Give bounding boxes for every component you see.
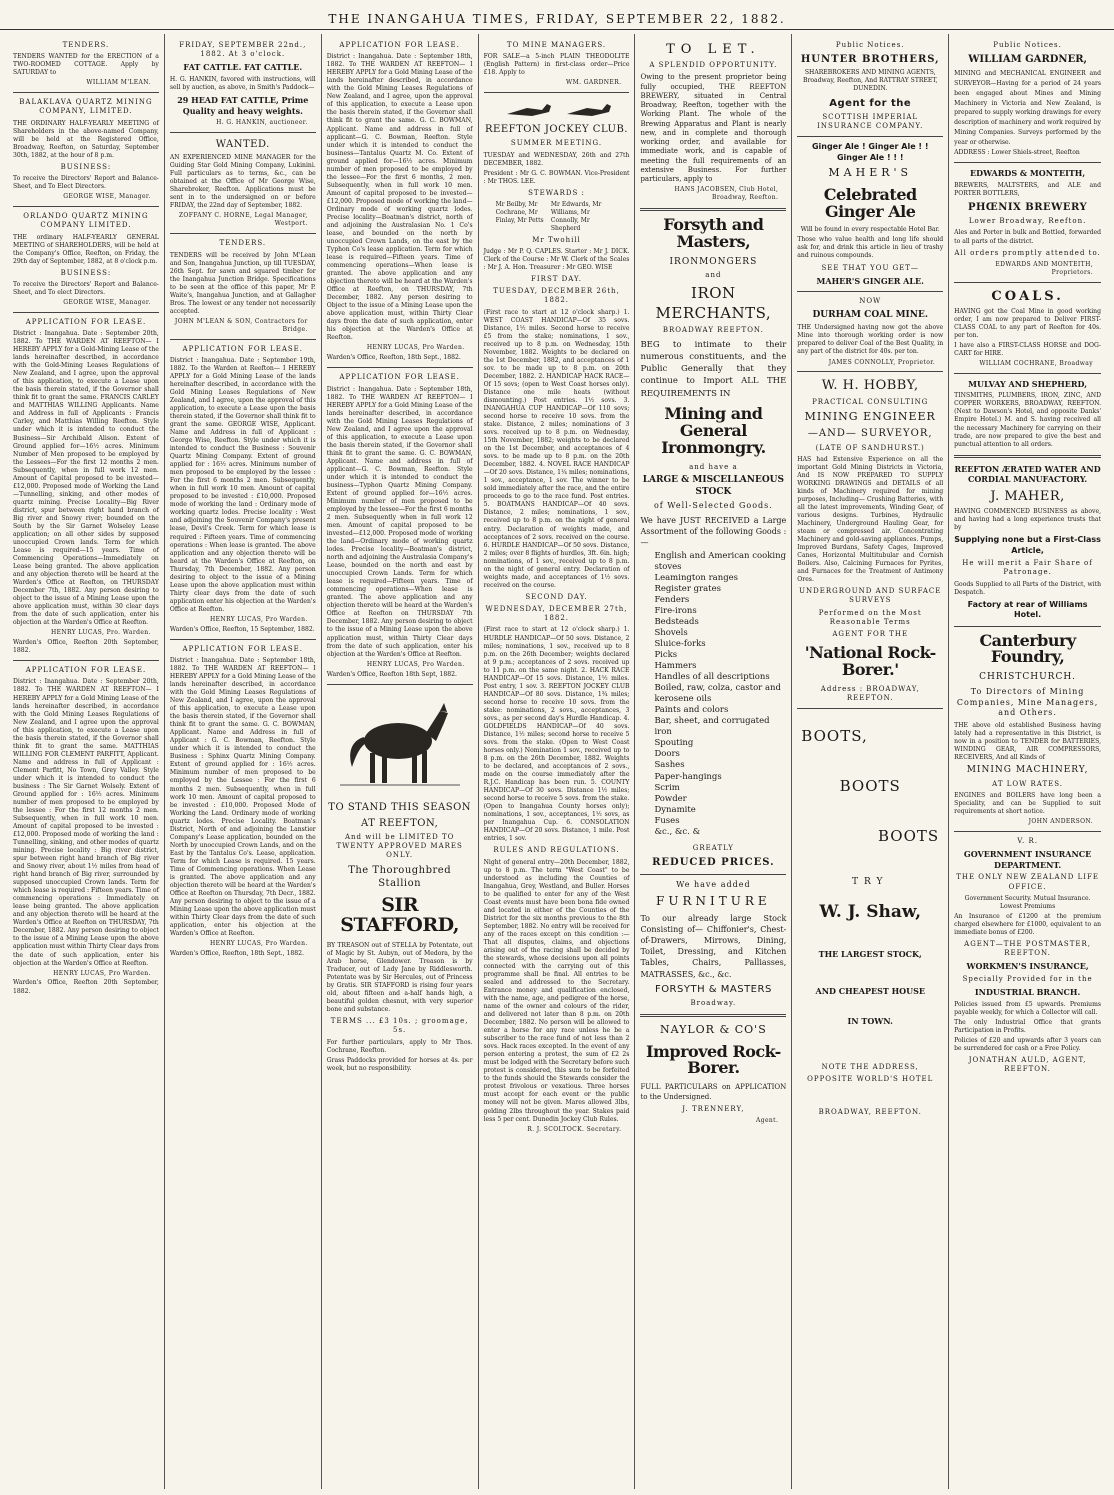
largest-stock: THE LARGEST STOCK, — [818, 949, 922, 960]
iron-merchants: IRON MERCHANTS, — [655, 283, 772, 322]
divider — [640, 208, 786, 211]
divider — [797, 291, 943, 292]
national-rock-borer: 'National Rock-Borer.' — [804, 643, 936, 680]
supplying: Supplying none but a First-Class Article, — [954, 534, 1101, 555]
tenders-signature: WILLIAM M'LEAN. — [86, 79, 151, 87]
tenders-heading: TENDERS. — [219, 239, 267, 248]
public-notices-label: Public Notices. — [835, 41, 905, 49]
application-footer: Warden's Office, Reefton, 18th Sept., 1882. — [326, 354, 461, 362]
horse-illustration — [340, 693, 460, 793]
now-label: NOW — [859, 297, 882, 306]
furniture-heading: FURNITURE — [656, 893, 771, 908]
jockey-club-meeting: SUMMER MEETING. — [510, 139, 603, 148]
signature: HANS JACOBSEN, Club Hotel, Broadway, Reefton. — [674, 186, 779, 202]
rock-borer-title: Improved Rock-Borer. — [646, 1041, 781, 1078]
second-day-races: (First race to start at 12 o'clock sharp.) 1. HURDLE HANDICAP—Of 50 sovs. Distance, 2 miles; nominations, 1 sov., received up to 8 p.m. on the 26th December; weights declared at 9 p.m.; acceptances of 2 sovs. received up to 11 p.m. on the same night. 2. HACK RACE HANDICAP—Of 15 sovs. Distance, 1½ miles. Post entry, 1 sov. 3. REEFTON JOCKEY CLUB HANDICAP—Of 80 sovs. Distance, 1¾ miles; second horse to receive 10 sovs. from the stake: nominations, 2 sovs., acceptances, 3 sovs., as per second day's Hurdle Handicap. 4. GOLDFIELDS HANDICAP—Of 40 sovs. Distance, 1½ miles; second horse to receive 5 sovs. from the stake. (Open to West Coast horses only.) Nomination 1 sov., received up to 8 p.m. on the 26th December, 1882. Weights to be declared, and acceptances of 2 sovs., made on the course immediately after the R.J.C. Handicap has been run. 5. COUNTY HANDICAP—Of 30 sovs. Distance 1½ miles; second horse to receive 5 sovs. from the stake. (Open to Inangahua County horses only); nominations, 1 sov., acceptances, 1½ sovs, as per Inangahua Cup. 6. CONSOLATION HANDICAP—Of 20 sovs. Distance, 1 mile. Post entries, 1 sov. — [483, 626, 630, 843]
list-item: Doors — [654, 749, 680, 760]
naylor-heading: NAYLOR & CO'S — [659, 1023, 767, 1037]
agent-for: Agent for the — [829, 97, 912, 109]
balaklava-heading: BALAKLAVA QUARTZ MINING COMPANY, LIMITED. — [19, 98, 153, 116]
business-heading: BUSINESS: — [60, 268, 112, 277]
divider — [13, 92, 159, 93]
auld-agent: JONATHAN AULD, AGENT, REEFTON. — [968, 1055, 1087, 1074]
forsyth-masters-signature: FORSYTH & MASTERS — [654, 983, 772, 995]
stewards-right: Mr Edwards, Mr Williams, Mr Connolly, Mr Shepherd — [550, 201, 602, 232]
list-item: Leamington ranges — [654, 572, 739, 583]
divider — [170, 639, 316, 640]
column-7 — [949, 34, 1106, 1489]
see-that: SEE THAT YOU GET— — [821, 263, 919, 272]
first-day-date: TUESDAY, DECEMBER 26th, 1882. — [493, 287, 620, 305]
stewards-left: Mr Beilby, Mr Cochrane, Mr Finlay, Mr Petts — [495, 201, 544, 224]
application-body: District : Inangahua. Date : September 18th, 1882. To THE WARDEN AT REEFTON— I HEREBY APPLY for a Gold Mining Lease of the lands hereinafter described, in accordance with the Gold Mining Leases Regulations of New Zealand, and I agree, upon the approval of this application, to execute a Lease upon the basis therein stated, if the Governor shall think fit to grant the same. G. C. BOWMAN, Applicant. Name and address in full of applicant—G. C. Bowman, Reefton. Style under which it is intended to conduct the business—Tantalus Quartz M. Co. Extent of ground applied for—16½ acres. Minimum number of men proposed to be employed by the lessee—For the first 6 months, 2 men. Subsequently, when in full work 10 men. Amount of capital proposed to be invested—£12,000. Proposed mode of working the land—Ordinary mode of working quartz lodes. Precise locality—Boatman's district, north of and adjoining the Australasian No. 1 Co's lease, and bounded on the north by unoccupied Crown Lands, on the east by the Typhon Co's lease application. Term for which lease is required—Fifteen years. Time of commencing operations—When lease is granted. The above application and any objection thereto will be heard at the Warden's Office at Reefton, on THURSDAY, 7th December, 1882. Any person desiring to Object to the issue of a Mining Lease upon the above application must, within Thirty Clear days from the date of such application, enter his objection at the Warden's Office at Reefton. — [326, 53, 473, 342]
edwards-body: BREWERS, MALTSTERS, and ALE and PORTER BOTTLERS, — [954, 182, 1102, 198]
list-item: Paints and colors — [654, 705, 729, 716]
divider — [13, 206, 159, 207]
list-item: Powder — [654, 793, 687, 804]
tenders-heading: TENDERS. — [62, 41, 110, 49]
policies: Policies issued from £5 upwards. Premiums payable weekly, for which a Collector will call. — [954, 1000, 1102, 1016]
stallion-pedigree: BY TREASON out of STELLA by Potentate, out of Magic by St. Aubyn, out of Medora, by the Arab horse, Glendower. Treason is by Traducer, out of Lady Jane by Riddlesworth. Potentate was by Sir Hercules, out of Princess by Gratis. SIR STAFFORD is rising four years old, about fifteen and a-half hands high, a beautiful golden chesnut, with very superior bone and substance. — [326, 941, 473, 1014]
divider — [170, 132, 316, 133]
security: Government Security. Mutual Insurance. Lowest Premiums — [964, 894, 1091, 910]
mulvay-title: MULVAY AND SHEPHERD, — [968, 378, 1087, 389]
tenders-body: TENDERS will be received by John M'Lean and Son, Inangahua Junction, up till TUESDAY, 26th Sept. for sawn and squared timber for the Inangahua Junction Bridge. Specifications to be seen at the office of this paper, Mr P. Waite's, Inangahua Junction, and at Gallagher Bros. The lowest or any tender not necessarily accepted. — [169, 251, 316, 315]
stewards-list — [484, 201, 630, 233]
application-heading: APPLICATION FOR LEASE. — [182, 644, 304, 653]
hunter-brothers-title: HUNTER BROTHERS, — [800, 54, 940, 66]
surveys-heading: UNDERGROUND AND SURFACE SURVEYS — [799, 587, 942, 605]
stallion-heading: The Thoroughbred Stallion — [348, 864, 452, 889]
first-day-heading: FIRST DAY. — [531, 274, 582, 283]
application-body: District : Inangahua. Date : September 20th, 1882. To THE WARDEN AT REEFTON— I HEREBY APPLY for a Gold Mining Lease of the lands hereinafter described, in accordance with the Gold Mining Leases Regulations of New Zealand, and I agree upon the approval of this application, to execute a Lease upon the basis therein stated, if the Governor shall think fit to grant the same. MATTHIAS WILLING FOR CLEMENT PARFITT, Applicant. Name and address in full of Applicant : Clement Parfitt, No Town, Grey Valley. Style under which it is intended to conduct the business : The Sir Garnet Wolsely. Extent of Ground applied for : 16½ acres. Minimum number of men proposed to be employed by the lessee : For the first 12 months 2 men. Subsequently, when in full work 10 men. Amount of capital proposed to be invested : £12,000. Proposed mode of working the land : Tunnelling, sinking, and other modes of quartz mining. Precise locality : Big river district, spur between right hand branch of Big river and Snowy river, about 1½ miles from head of right hand branch of Big river, surrounded by supposed unoccupied Crown lands. Term for which lease is required : Fifteen years. Time of commencing operations : Immediately on lease being granted. The above application and any objection thereto will be heard at the Warden's Office at Reefton on THURSDAY, 7th December, 1882. Any person desiring to object to the issue of a Mining Lease upon the above application must within Thirty Clear days from the date of such application, enter his objection at the Warden's Office at Reefton. — [13, 678, 159, 967]
stallion-terms: TERMS ... £3 10s. ; groomage, 5s. — [330, 1017, 469, 1035]
tenders-body: TENDERS WANTED for the ERECTION of a TWO-ROOMED COTTAGE. Apply by SATURDAY to — [13, 53, 159, 77]
trennery: J. TRENNERY, — [682, 1104, 745, 1113]
application-body: District : Inangahua. Date : September 18th, 1882. To THE WARDEN AT REEFTON— I HEREBY APPLY for a Gold Mining Lease of the lands hereinafter described, in accordance with the Gold Mining Leases Regulations of New Zealand, and I agree upon the approval of this application, to execute a Lease upon the basis therein stated, if the Governor shall think fit to grant the same. G. C. BOWMAN, Applicant. Name and address in full of applicant—G. C. Bowman, Reefton. Style under which it is intended to conduct the business—Typhon Quartz Mining Company. Extent of ground applied for—16½ acres. Minimum number of men proposed to be employed by the lessee—For the first 6 months 2 men. Subsequently when in full work 12 men. Amount of capital proposed to be invested—£12,000. Proposed mode of working the land—Ordinary mode of working quartz lodes. Precise locality—Boatman's district, north and adjoining the Australasia Company's Lease, bounded on the north and east by unoccupied Crown Lands. Term for which lease is required—Fifteen years. Time of commencing operations—When lease is granted. The above application and any objection thereto will be heard at the Warden's Office at Reefton on THURSDAY 7th December, 1882. Any person desiring to object to the issue of a Mining Lease upon the above application must, within Thirty Clear days from the date of such application, enter his objection at the Warden's Office at Reefton. — [326, 385, 473, 658]
mining-ironmongery: Mining and General Ironmongry. — [661, 404, 766, 457]
insurance-body: An Insurance of £1200 at the premium charged elsewhere for £1000, equivalent to an immediate bonus of £200. — [954, 912, 1102, 936]
christchurch: CHRISTCHURCH. — [979, 672, 1077, 683]
received-body: We have JUST RECEIVED a Large Assortment of the following Goods :— — [640, 516, 787, 548]
furniture-body: To our already large Stock Consisting of— Chiffonier's, Chest-of-Drawers, Mirrows, Dining, Toilet, Dressing, and Kitchen Tables, Chairs, Palliasses, MATRASSES, &c., &c. — [640, 913, 787, 979]
list-item: Boiled, raw, colza, castor and kerosene oils — [654, 683, 781, 705]
divider — [954, 282, 1101, 283]
agent-for: AGENT FOR THE — [832, 630, 909, 639]
ales-text: Ales and Porter in bulk and Bottled, forwarded to all parts of the district. — [954, 229, 1102, 245]
divider — [954, 626, 1101, 627]
signature: HENRY LUCAS, Pro Warden. — [53, 969, 151, 977]
column-1 — [8, 34, 165, 1489]
cheapest-house: AND CHEAPEST HOUSE — [815, 985, 925, 996]
application-footer: Warden's Office, Reefton 18th Sept, 1882. — [326, 670, 457, 678]
list-item: Shovels — [654, 627, 688, 638]
stallion-name: SIR STAFFORD, — [340, 893, 460, 936]
signature: JOHN ANDERSON. — [1028, 818, 1094, 826]
boots-2: BOOTS — [839, 777, 901, 796]
celebrated-ginger-ale: Celebrated Ginger Ale — [823, 184, 917, 221]
phoenix-brewery: PHŒNIX BREWERY — [967, 202, 1088, 214]
opposite: OPPOSITE WORLD'S HOTEL — [807, 1075, 934, 1084]
rules-body: Night of general entry—20th December, 1882, up to 8 p.m. The term "West Coast" to be understood as including the Counties of Inangahua, Grey, Westland, and Buller. Horses to be qualified to enter for any of the West Coast events must have been bona fide owned and located in either of the Counties of the District for the six months previous to the 8th September, 1882. No entry will be received for any of the races except on this condition :—That all disputes, claims, and objections arising out of the racing shall be decided by the stewards, whose decisions upon all points connected with the carrying out of this programme shall be final. All entries to be sealed and addressed to the Secretary. Entrance money and qualification enclosed, with the name, age, and pedigree of the horse, name of the owner and colours of the rider, and delivered not later than 8 p.m. on 20th December, 1882. No person will be allowed to enter a horse for any race unless he be a subscriber to the race fund of not less than 2 sovs. Hack races excepted. In the event of any person entering a protest, the sum of £2 2s must be lodged with the Secretary before such protest is considered, this sum to be forfeited to the funds should the Stewards consider the protest frivolous or vexatious. Three horses must accept for each event or the public money will not be given. Mares allowed 3lbs, gelding 2lbs throughout the year. Stakes paid less 5 per cent. Dunedin Jockey Club Rules. — [483, 858, 630, 1123]
public-notices-label: Public Notices. — [993, 41, 1062, 49]
list-item: English and American cooking stoves — [654, 550, 787, 572]
to-let-heading: TO LET. — [666, 42, 761, 57]
vr-mark: V. R. — [1017, 837, 1038, 846]
divider — [484, 92, 630, 93]
stand-line: TO STAND THIS SEASON — [328, 801, 472, 813]
signature: GEORGE WISE, Manager. — [63, 298, 151, 306]
hobby-body: HAS had Extensive Experience on all the important Gold Mining Districts in Victoria, And IS NOW PREPARED TO SUPPLY WORKING DRAWINGS and DETAILS of all kinds of Machinery required for mining purposes, Including— Crushing Batteries, with all the latest improvements, Winding Gear, of various designs. Turbines, Hydraulic Machinery, Underground Hauling Gear, for steam or compressed air. Concentrating Machinery and gold-saving appliances. Pumps, Improved Burdans, Safety Cages, Improved Canes, Horizontal Multitubular and Cornish Boilers. Also, Calcining Furnaces for Pyrites, and Furnaces for the Treatment of Antimony Ores. — [797, 455, 944, 584]
gardner-body: MINING and MECHANICAL ENGINEER and SURVEYOR—Having for a period of 24 years been engaged about Mines and Mining Machinery in Victoria and New Zealand, is prepared to supply working drawings for every description of machinery and work required by Mining Companies. Surveys performed by the year or otherwise. — [954, 70, 1102, 146]
rules-heading: RULES AND REGULATIONS. — [493, 846, 620, 855]
address: Address : BROADWAY, REEFTON. — [820, 685, 920, 703]
first-day-races: (First race to start at 12 o'clock sharp.) 1. WEST COAST HANDICAP—Of 35 sovs. Distance, 1½ miles. Second horse to receive £5 from the stake; nominations, 1 sov., received up to 8 p.m. on Wednesday, 15th November, 1882. Weights to be declared on the 1st December, 1882, and acceptances of 1 sov. to be made up to 8 p.m. on 20th December, 1882. 2. HANDICAP HACK RACE—Of 15 sovs; (open to West Coast horses only). Distance one mile heats (without dismounting.) Post entries. 1½ sovs. 3. INANGAHUA CUP HANDICAP—Of 110 sovs; second horse to receive 10 sovs. from the stake. Distance, 2 miles; nominations of 3 sovs. received up to 8 p.m. on Wednesday, 15th November, 1882; weights to be declared on the 1st December, and acceptances of 4 sovs. to be made up to 8 p.m. on the 20th December, 1882. 4. NOVEL RACE HANDICAP—Of 20 sovs. Distance, 1¼ miles; nominations, 1 sov., acceptance, 1 sov. The winner to be sold immediately after the race, and the entire proceeds to go to the race fund. Post entries. 5. BOATMANS HANDICAP—Of 40 sovs. Distance, 2 miles; nominations, 1 sov., received up to 8 p.m. on the night of general entry. Declaration of weights made, and acceptances of 2 sovs. received on the course. 6. HURDLE HANDICAP—Of 50 sovs. Distance, 2 miles; over 8 flights of hurdles, 3ft. 6in. high; nominations, of 1 sov., received up to 8 p.m. on the night of general entry. Declaration of weights made, and acceptances of 1½ sovs. received on the course. — [483, 308, 630, 589]
mahers-ginger-ale: MAHER'S GINGER ALE. — [816, 275, 924, 286]
application-body: District : Inangahua. Date : September 19th, 1882. To the Warden at Reefton— I HEREBY APPLY for a Gold Mining Lease of the lands hereinafter described, in accordance with the Gold Mining Leases Regulations of New Zealand, and I agree, upon the approval of this application, to execute a Lease upon the basis therein stated, if the Governor shall think fit to grant the same. GEORGE WISE, Applicant. Name and Address in full of Applicant : George Wise, Reefton. Style under which it is intended to conduct the Business : Souvenir Quartz Mining Company. Extent of ground applied for : 16½ acres. Minimum number of men proposed to be employed by the lessee : For the first 6 months 2 men. Subsequently, when in full work 10 men. Amount of capital proposed to be invested : £10,000. Proposed mode of working the land : Ordinary mode of working quartz lodes. Precise locality : West and adjoining the Souvenir Company's present lease, Devil's Creek. Term for which lease is required : Fifteen years. Time of commencing operations : When lease is granted. The above application and any objection thereto will be heard at the Warden's Office at Reefton, on Thursday, 7th December, 1882. Any person desiring to object to the issue of a Mining Lease upon the above application must within Thirty clear days from the date of such application enter his objection at the Warden's Office at Reefton. — [169, 356, 316, 613]
canterbury-foundry: Canterbury Foundry, — [979, 630, 1076, 667]
cattle-lot: 29 HEAD FAT CATTLE, Prime Quality and heavy weights. — [177, 95, 309, 116]
in-town: IN TOWN. — [847, 1016, 893, 1027]
divider — [13, 660, 159, 661]
divider — [640, 1014, 786, 1017]
signature: HENRY LUCAS, Pro Warden. — [366, 344, 465, 352]
list-item: Spouting — [654, 738, 694, 749]
jockey-club-president: President : Mr G. C. BOWMAN. Vice-President : Mr THOS. LEE. — [483, 169, 630, 185]
business-heading: BUSINESS: — [60, 162, 112, 171]
application-heading: APPLICATION FOR LEASE. — [339, 373, 460, 382]
list-item: Handles of all descriptions — [654, 672, 770, 683]
orlando-heading: ORLANDO QUARTZ MINING COMPANY LIMITED. — [23, 212, 149, 230]
list-item: Hammers — [654, 661, 697, 672]
wanted-heading: WANTED. — [215, 139, 270, 151]
application-heading: APPLICATION FOR LEASE. — [182, 344, 304, 353]
divider — [170, 339, 316, 340]
low-rates: AT LOW RATES. — [992, 779, 1064, 788]
agent: Agent. — [755, 1116, 779, 1124]
stallion-grass: Grass Paddocks provided for horses at 4s. per week, but no responsibility. — [326, 1056, 473, 1072]
goods-supplied: Goods Supplied to all Parts of the District, with Despatch. — [954, 580, 1102, 596]
forsyth-masters-title: Forsyth and Masters, — [663, 215, 764, 251]
signature: HENRY LUCAS, Pro Warden. — [210, 940, 308, 948]
signature: GEORGE WISE, Manager. — [63, 193, 151, 201]
to-let-body: Owing to the present proprietor being fully occupied, THE REEFTON BREWERY, situated in Central Broadway, Reefton, together with the Working Plant. The whole of the Brewing Apparatus and Plant is nearly new, and in complete and thorough working order, and available for immediate work, and is capable of meeting the full requirements of an extensive Business. For further particulars, apply to — [640, 73, 787, 183]
gardner-title: WILLIAM GARDNER, — [968, 54, 1087, 66]
orders-text: All orders promptly attended to. — [954, 248, 1101, 257]
signature: HENRY LUCAS, Pro. Warden. — [50, 629, 151, 637]
lower-broadway: Lower Broadway, Reefton. — [968, 217, 1087, 226]
gardner-address: ADDRESS : Lower Shiels-street, Reefton — [954, 149, 1080, 157]
scottish-insurance: SCOTTISH IMPERIAL INSURANCE COMPANY. — [817, 112, 924, 130]
divider — [797, 371, 943, 372]
signature: JAMES CONNOLLY, Proprietor. — [828, 358, 936, 366]
coals-body: HAVING got the Coal Mine in good working order, I am now prepared to Deliver FIRST-CLASS COAL to any part of Reefton for 40s. per ton. — [954, 307, 1102, 339]
list-item: Bedsteads — [654, 616, 699, 627]
hobby-subtitle: PRACTICAL CONSULTING — [812, 397, 929, 406]
hotel-bar: Will be found in every respectable Hotel Bar. — [800, 226, 940, 234]
agent-postmaster: AGENT—THE POSTMASTER, REEFTON. — [964, 940, 1092, 958]
second-day-date: WEDNESDAY, DECEMBER 27th, 1882. — [485, 605, 628, 623]
boots-1: BOOTS, — [801, 727, 868, 746]
goods-list — [640, 551, 786, 838]
and-text: and — [705, 271, 722, 280]
mine-managers-heading: TO MINE MANAGERS. — [506, 41, 607, 49]
fat-cattle-heading: FAT CATTLE. FAT CATTLE. — [183, 62, 303, 73]
sale-date: FRIDAY, SEPTEMBER 22nd., 1882. At 3 o'clock. — [179, 41, 307, 59]
list-item: Fenders — [654, 594, 690, 605]
only-industrial: The only Industrial Office that grants Participation in Profits. — [954, 1018, 1102, 1034]
aerated-water: REEFTON ÆRATED WATER AND CORDIAL MANUFACTORY. — [954, 463, 1101, 485]
shaw-name: W. J. Shaw, — [819, 901, 922, 922]
balaklava-body: THE ORDINARY HALF-YEARLY MEETING of Shareholders in the above-named Company, will be held at the Registered Office, Broadway, Reefton, on Saturday, September 30th, 1882, at the hour of 8 p.m. — [13, 119, 159, 159]
list-item: Scrim — [654, 782, 680, 793]
jockey-icon — [487, 98, 627, 120]
sandhurst: (LATE OF SANDHURST.) — [815, 443, 925, 452]
divider — [954, 373, 1101, 374]
column-6 — [792, 34, 949, 1489]
signature: ZOFFANY C. HORNE, Legal Manager, Westport. — [178, 212, 308, 228]
application-footer: Warden's Office, Reefton, 18th Sept., 1882. — [169, 950, 304, 957]
performed: Performed on the Most Reasonable Terms — [818, 608, 922, 626]
signature: WM. GARDNER. — [566, 79, 622, 87]
large-stock: LARGE & MISCELLANEOUS STOCK — [642, 474, 785, 497]
steward-last: Mr Twohill — [532, 235, 581, 244]
factory-location: Factory at rear of Williams Hotel. — [967, 599, 1088, 620]
mine-managers-body: FOR SALE—a 5-inch PLAIN THEODOLITE (English Pattern) in first-class order—Price £18. Apply to — [483, 53, 630, 77]
hankin-body: H. G. HANKIN, favored with instructions, will sell by auction, as above, in Smith's Paddock— — [169, 76, 316, 92]
shaw-address: BROADWAY, REEFTON. — [818, 1108, 922, 1117]
list-item: &c., &c. & — [654, 826, 701, 837]
application-footer: Warden's Office, Reefton 20th September, 1882. — [13, 639, 159, 655]
second-day-heading: SECOND DAY. — [525, 592, 588, 601]
divider — [797, 708, 943, 709]
divider — [954, 455, 1101, 458]
divider — [170, 233, 316, 234]
note-address: NOTE THE ADDRESS, — [821, 1062, 919, 1071]
application-heading: APPLICATION FOR LEASE. — [339, 41, 460, 49]
jockey-club-dates: TUESDAY and WEDNESDAY, 26th and 27th DECEMBER, 1882. — [483, 151, 630, 167]
hobby-title: W. H. HOBBY, — [821, 378, 919, 394]
workmens-insurance: WORKMEN'S INSURANCE, — [966, 961, 1089, 972]
application-footer: Warden's Office, Reefton, 15 September, 1882. — [169, 625, 315, 633]
mining-machinery: MINING MACHINERY, — [966, 764, 1089, 775]
page-columns — [8, 34, 1106, 1489]
value-text: Those who value health and long life should ask for, and drink this article in lieu of trashy and ruinous compounds. — [797, 236, 944, 260]
durham-body: THE Undersigned having now got the above Mine into thorough working order is now prepared to deliver Coal of the Best Quality, in any part of the district for 40s. per ton. — [797, 324, 944, 356]
stand-limit: And will be LIMITED TO TWENTY APPROVED MARES ONLY. — [336, 832, 463, 860]
list-item: Paper-hangings — [654, 771, 722, 782]
mining-engineer: MINING ENGINEER — [804, 409, 936, 423]
canterbury-body: THE above old established Business having lately had a representative in this District, is now in a position to TENDER for BATTERIES, WINDING GEAR, AIR COMPRESSORS, RECEIVERS, And all Kinds of — [954, 721, 1102, 761]
list-item: Sluice-forks — [654, 638, 706, 649]
column-5 — [635, 34, 792, 1489]
wanted-body: AN EXPERIENCED MINE MANAGER for the Guiding Star Gold Mining Company, Lukinini. Full particulars as to terms, &c., can be obtained at the Office of Mr George Wise, Sharebroker, Reefton. Applications must be sent in to the undersigned on or before FRIDAY, the 22nd day of September, 1882. — [169, 154, 316, 210]
maher-body: HAVING COMMENCED BUSINESS as above, and having had a long experience trusts that by — [954, 507, 1102, 531]
engines-text: ENGINES and BOILERS have long been a Speciality, and can be Supplied to suit requirements at short notice. — [954, 792, 1102, 816]
stewards-heading: STEWARDS : — [528, 188, 585, 197]
directors: To Directors of Mining Companies, Mine Managers, and Others. — [956, 687, 1099, 718]
durham-coal-mine: DURHAM COAL MINE. — [812, 309, 928, 320]
column-3 — [322, 34, 479, 1489]
list-item: Bar, sheet, and corrugated iron — [654, 716, 770, 738]
greatly: GREATLY — [692, 843, 734, 852]
broadway: BROADWAY REEFTON. — [662, 326, 764, 335]
try: TRY — [852, 876, 889, 887]
list-item: Sashes — [654, 760, 685, 771]
signature: R. J. SCOLTOCK. Secretary. — [527, 1125, 622, 1133]
boots-3: BOOTS — [877, 827, 940, 846]
specially: Specially Provided for in the — [962, 975, 1093, 984]
govt-insurance: GOVERNMENT INSURANCE DEPARTMENT. — [963, 849, 1092, 870]
hunter-body: SHAREBROKERS AND MINING AGENTS, Broadway, Reefton, And RATTRAY STREET, DUNEDIN. — [802, 69, 938, 93]
application-body: District : Inangahua. Date : September 18th, 1882. To THE WARDEN AT REEFTON— I HEREBY APPLY for a Gold Mining Lease of the lands hereinafter described, in accordance with the Gold Mining Leases Regulations of New Zealand, and I agree, upon the approval of this application, to execute a Lease upon the basis therein stated, if the Governor shall think fit to grant the same. G. C. BOWMAN, Applicant. Name and Address in full of Applicant : G. C. Bowman, Reefton. Style under which it is intended to conduct the Business : Sphinx Quartz Mining Company. Extent of ground applied for : 16½ acres. Minimum number of men proposed to be employed by the Lessee : For the first 6 months 2 men. Subsequently, when in full work 10 men. Amount of capital proposed to be invested : £10,000. Proposed Mode of Working the Land. Ordinary mode of working quartz lodes. Precise Locality. Boatman's District, North of and adjoining the Lanstier Company's Lease application, bounded on the North by unoccupied Crown Lands, and on the East by the Tantalus Co's. Lease, application. Term for which Lease is required. 15 years. Time of Commencing operations. When Lease is granted. The above application and any objection thereto will be heard at the Warden's Office at Reefton on Thursday, 7th Decr., 1882. Any person desiring to object to the issue of a Mining Lease upon the above application must within Thirty Clear days from the date of such application, enter his objection at the Warden's Office at Reefton. — [169, 657, 316, 938]
merit: He will merit a Fair Share of Patronage. — [962, 559, 1093, 577]
signature: H. G. HANKIN, auctioneer. — [216, 119, 308, 127]
business-body: To receive the Directors' Report and Balance-Sheet, and To elect Directors. — [13, 280, 159, 296]
application-body: District : Inangahua. Date : September 20th, 1882. To THE WARDEN AT REEFTON— I HEREBY APPLY for a Gold-Mining Lease of the lands hereinafter described, in accordance with the Gold-Mining Leases Regulations of New Zealand, and I agree, upon the approval of this application, to execute a Lease upon the basis therein stated, if the Governor shall think fit to grant the same. FRANCIS CARLEY and MATTHIAS WILLING Applicants. Name and Address in full of Applicants : Francis Carley, and Matthias Willing Reefton. Style under which it is intended to conduct the Business—Sir Archibald Alison. Extent of Ground applied for—16½ acres. Minimum Number of Men proposed to be employed by the Lessees—For the first 12 months 2 men. Subsequently, when in full work 12 men. Amount of Capital proposed to be invested—£12,000. Proposed mode of Working the Land—Tunnelling, sinking, and other modes of quartz mining. Precise Locality—Big River district, spur between right hand branch of Big river and Snowy river; bounded on the South by the Sir Garnet Wolseley Lease application; on all other sides by supposed unoccupied Crown lands. Term for which Lease is required—15 years. Time of Commencing Operations—Immediately on Lease being granted. The above application and any objection thereto will be heard at the Warden's Office at Reefton, on THURSDAY December 7th, 1882. Any person desiring to object to the issue of a Mining Lease upon the above application must, within 30 clear days from the date of such application, enter his objection at the Warden's Office at Reefton. — [13, 330, 159, 627]
signature: EDWARDS AND MONTEITH, Proprietors. — [995, 260, 1094, 276]
list-item: Picks — [654, 650, 678, 661]
signature: JOHN M'LEAN & SON, Contractors for Bridge. — [174, 317, 308, 333]
stallion-contact: For further particulars, apply to Mr Thos. Cochrane, Reefton. — [326, 1038, 473, 1054]
horse-hire: I have also a FIRST-CLASS HORSE and DOG-CART for HIRE. — [954, 341, 1102, 357]
maher-title: J. MAHER, — [990, 488, 1065, 504]
column-2 — [165, 34, 322, 1489]
list-item: Fuses — [654, 815, 680, 826]
mulvay-body: TINSMITHS, PLUMBERS, IRON, ZINC, AND COPPER WORKERS, BROADWAY, REEFTON. (Next to Dawson's Hotel, and opposite Danks' Empire Hotel.) M. and S. having received all the necessary Machinery for carrying on their trade, are now prepared to give the best and punctual attention to all orders. — [954, 392, 1102, 448]
divider — [954, 831, 1101, 832]
application-heading: APPLICATION FOR LEASE. — [25, 317, 147, 326]
broadway: Broadway. — [690, 998, 737, 1007]
surveyor: —AND— SURVEYOR, — [807, 428, 933, 440]
divider — [797, 136, 943, 137]
coals-heading: COALS. — [991, 288, 1064, 304]
signature: HENRY LUCAS, Pro Warden. — [366, 660, 465, 668]
divider — [640, 874, 786, 875]
policies-surrender: Policies of £20 and upwards after 3 years can be surrendered for cash or a Free Policy. — [954, 1036, 1102, 1052]
industrial-branch: INDUSTRIAL BRANCH. — [974, 987, 1081, 998]
stand-place: AT REEFTON, — [361, 817, 439, 829]
opportunity: A SPLENDID OPPORTUNITY. — [649, 61, 778, 70]
column-4 — [479, 34, 636, 1489]
signature: WILLIAM COCHRANE, Broadway — [979, 359, 1094, 367]
list-item: Dynamite — [654, 804, 696, 815]
list-item: Fire-irons — [654, 605, 697, 616]
application-footer: Warden's Office, Reefton 20th September, 1882. — [13, 979, 159, 995]
divider — [13, 312, 159, 313]
divider — [327, 367, 473, 368]
edwards-title: EDWARDS & MONTEITH, — [970, 168, 1086, 179]
selected-goods: of Well-Selected Goods. — [653, 501, 773, 511]
mahers-label: MAHER'S — [828, 166, 913, 180]
divider — [954, 162, 1101, 163]
officials: Judge : Mr P. Q. CAPLES. Starter : Mr J. DICK. Clerk of the Course : Mr W. Clerk of the Scales : Mr J. A. Hon. Treasurer : Mr GEO. WISE — [483, 247, 630, 271]
particulars: FULL PARTICULARS on APPLICATION to the Undersigned. — [640, 1083, 787, 1101]
masthead: THE INANGAHUA TIMES, FRIDAY, SEPTEMBER 22, 1882. — [0, 0, 1114, 30]
orlando-body: THE ordinary HALF-YEARLY GENERAL MEETING of SHAREHOLDERS, will be held at the Company's Office, Reefton, on Friday, the 29th day of September, 1882, at 8 o'clock p.m. — [13, 233, 159, 265]
reduced-prices: REDUCED PRICES. — [652, 857, 775, 869]
jockey-club-title: REEFTON JOCKEY CLUB. — [485, 124, 628, 136]
divider — [327, 684, 473, 685]
business-body: To receive the Directors' Report and Balance-Sheet, and To Elect Directors. — [13, 175, 159, 191]
application-heading: APPLICATION FOR LEASE. — [25, 666, 147, 675]
intimate-body: BEG to intimate to their numerous constituents, and the Public Generally that they continue to Import ALL THE REQUIREMENTS IN — [640, 339, 787, 399]
ginger-ale-banner: Ginger Ale ! Ginger Ale ! ! Ginger Ale ! ! ! — [811, 142, 929, 162]
list-item: Register grates — [654, 583, 721, 594]
added-text: We have added — [676, 880, 751, 890]
ironmongers: IRONMONGERS — [669, 256, 758, 267]
signature: HENRY LUCAS, Pro Warden. — [210, 615, 308, 623]
only-nz-life: THE ONLY NEW ZEALAND LIFE OFFICE. — [956, 873, 1099, 891]
have-a: and have a — [689, 462, 738, 471]
